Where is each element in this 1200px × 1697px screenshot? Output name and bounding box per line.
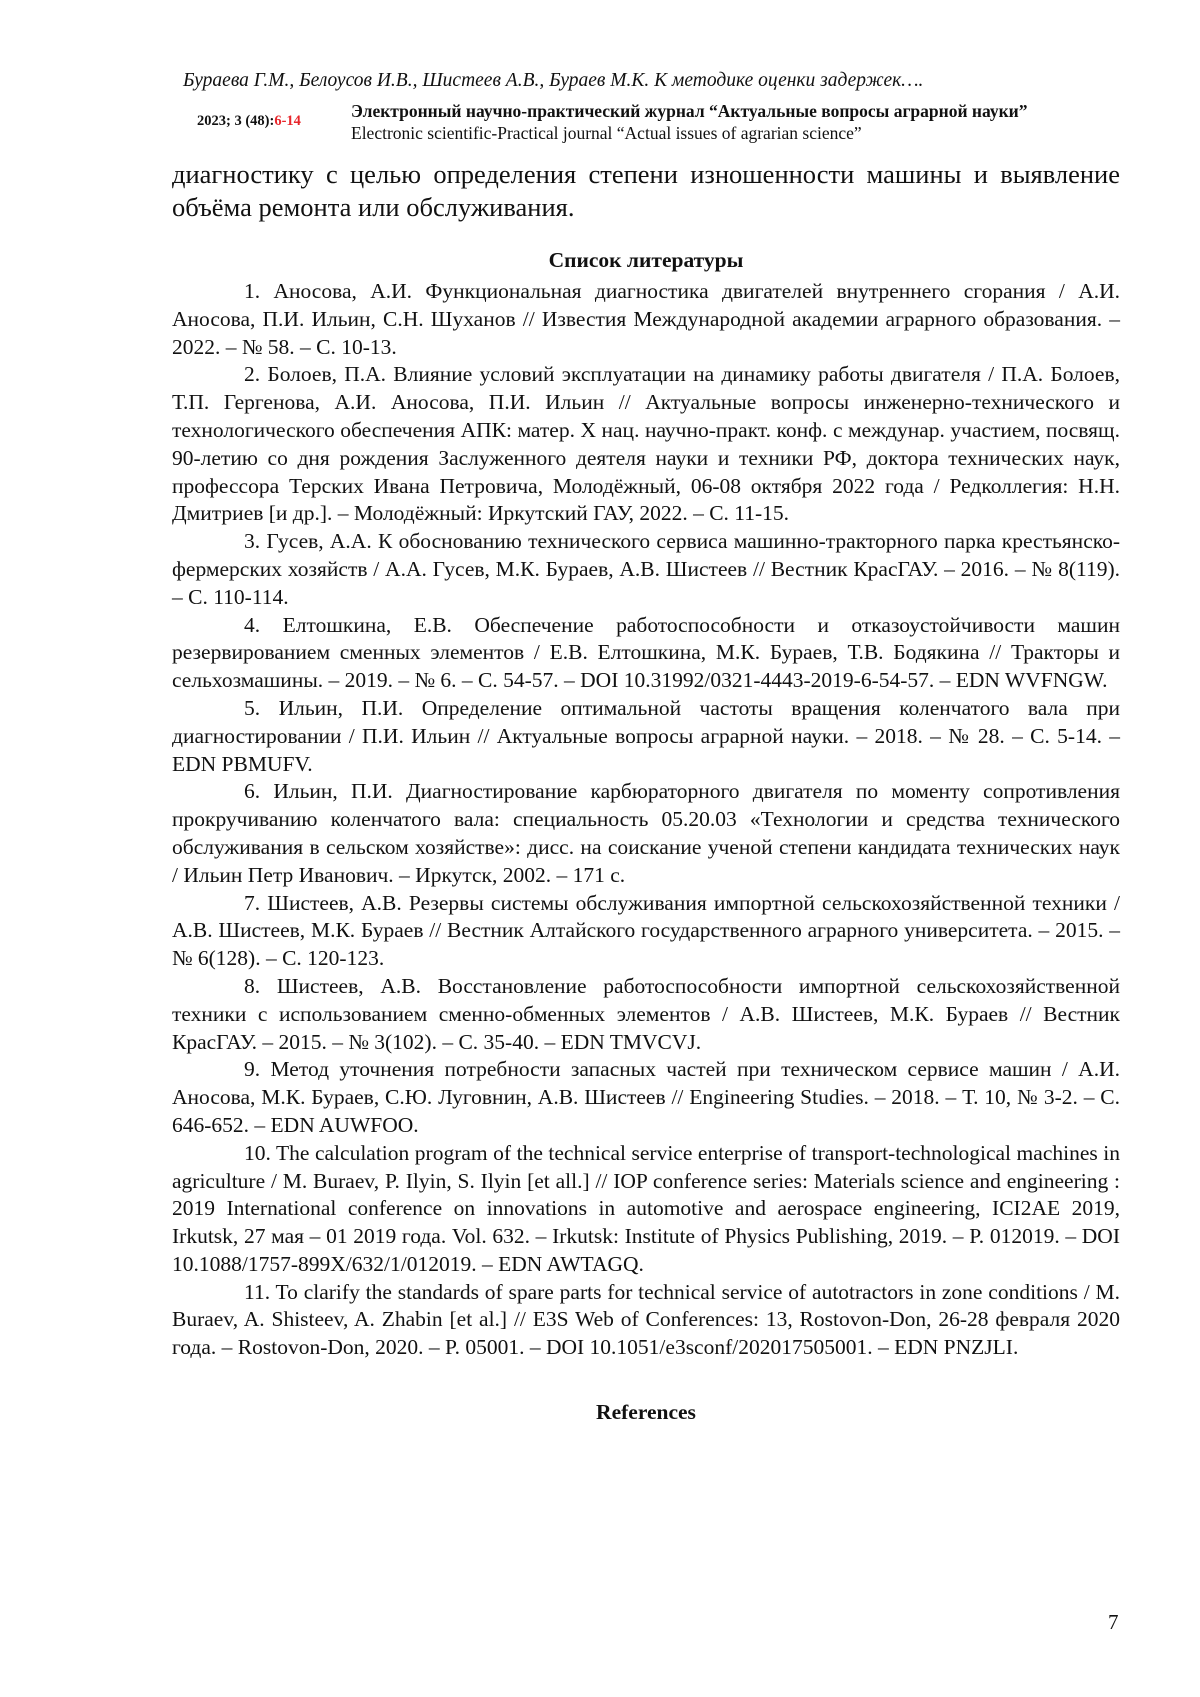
reference-item-3: 3. Гусев, А.А. К обоснованию технического сервиса машинно-тракторного парка крестьянско-фермерских хозяйств / А.А. Гусев, М.К. Бураев, А.В. Шистеев // Вестник КрасГАУ. – 2016. – № 8(119). – С. 110-114. bbox=[172, 528, 1120, 611]
journal-title-en: Electronic scientific-Practical journal “Actual issues of agrarian science” bbox=[351, 123, 862, 144]
references-heading: References bbox=[172, 1398, 1120, 1426]
running-header-authors: Бураева Г.М., Белоусов И.В., Шистеев А.В., Бураев М.К. К методике оценки задержек…. bbox=[183, 70, 1083, 92]
reference-item-11: 11. To clarify the standards of spare parts for technical service of autotractors in zone conditions / M. Buraev, A. Shisteev, A. Zhabin [et al.] // E3S Web of Conferences: 13, Rostovon-Don, 26-28 февраля 2020 года. – Rostovon-Don, 2020. – P. 05001. – DOI 10.1051/e3sconf/202017505001. – EDN PNZJLI. bbox=[172, 1279, 1120, 1362]
reference-item-8: 8. Шистеев, А.В. Восстановление работоспособности импортной сельскохозяйственной техники с использованием сменно-обменных элементов / А.В. Шистеев, М.К. Бураев // Вестник КрасГАУ. – 2015. – № 3(102). – С. 35-40. – EDN TMVCVJ. bbox=[172, 973, 1120, 1056]
reference-item-2: 2. Болоев, П.А. Влияние условий эксплуатации на динамику работы двигателя / П.А. Болоев, Т.П. Гергенова, А.И. Аносова, П.И. Ильин // Актуальные вопросы инженерно-технического и технологического обеспечения АПК: матер. X нац. научно-практ. конф. с междунар. участием, посвящ. 90-летию со дня рождения Заслуженного деятеля науки и техники РФ, доктора технических наук, профессора Терских Ивана Петровича, Молодёжный, 06-08 октября 2022 года / Редколлегия: Н.Н. Дмитриев [и др.]. – Молодёжный: Иркутский ГАУ, 2022. – С. 11-15. bbox=[172, 361, 1120, 528]
issue-info bbox=[197, 113, 301, 130]
reference-item-1: 1. Аносова, А.И. Функциональная диагностика двигателей внутреннего сгорания / А.И. Аносова, П.И. Ильин, С.Н. Шуханов // Известия Международной академии аграрного образования. – 2022. – № 58. – С. 10-13. bbox=[172, 278, 1120, 361]
reference-item-4: 4. Елтошкина, Е.В. Обеспечение работоспособности и отказоустойчивости машин резервированием сменных элементов / Е.В. Елтошкина, М.К. Бураев, Т.В. Бодякина // Тракторы и сельхозмашины. – 2019. – № 6. – С. 54-57. – DOI 10.31992/0321-4443-2019-6-54-57. – EDN WVFNGW. bbox=[172, 612, 1120, 695]
reference-item-5: 5. Ильин, П.И. Определение оптимальной частоты вращения коленчатого вала при диагностировании / П.И. Ильин // Актуальные вопросы аграрной науки. – 2018. – № 28. – С. 5-14. – EDN PBMUFV. bbox=[172, 695, 1120, 778]
reference-item-9: 9. Метод уточнения потребности запасных частей при техническом сервисе машин / А.И. Аносова, М.К. Бураев, С.Ю. Луговнин, А.В. Шистеев // Engineering Studies. – 2018. – Т. 10, № 3-2. – С. 646-652. – EDN AUWFOO. bbox=[172, 1056, 1120, 1139]
issue-pages: 6-14 bbox=[274, 113, 301, 129]
literature-heading: Список литературы bbox=[172, 246, 1120, 274]
reference-item-6: 6. Ильин, П.И. Диагностирование карбюраторного двигателя по моменту сопротивления прокручиванию коленчатого вала: специальность 05.20.03 «Технологии и средства технического обслуживания в сельском хозяйстве»: дисс. на соискание ученой степени кандидата технических наук / Ильин Петр Иванович. – Иркутск, 2002. – 171 с. bbox=[172, 778, 1120, 889]
literature-list bbox=[172, 278, 1120, 1362]
reference-item-7: 7. Шистеев, А.В. Резервы системы обслуживания импортной сельскохозяйственной техники / А.В. Шистеев, М.К. Бураев // Вестник Алтайского государственного аграрного университета. – 2015. – № 6(128). – С. 120-123. bbox=[172, 890, 1120, 973]
issue-number: 2023; 3 (48): bbox=[197, 113, 274, 129]
reference-item-10: 10. The calculation program of the technical service enterprise of transport-technological machines in agriculture / M. Buraev, P. Ilyin, S. Ilyin [et all.] // IOP conference series: Materials science and engineering : 2019 International conference on innovations in automotive and aerospace engineering, ICI2AE 2019, Irkutsk, 27 мая – 01 2019 года. Vol. 632. – Irkutsk: Institute of Physics Publishing, 2019. – P. 012019. – DOI 10.1088/1757-899X/632/1/012019. – EDN AWTAGQ. bbox=[172, 1140, 1120, 1279]
page-content bbox=[172, 158, 1120, 1426]
journal-title-ru: Электронный научно-практический журнал “Актуальные вопросы аграрной науки” bbox=[351, 101, 1028, 122]
page-number: 7 bbox=[1108, 1610, 1119, 1635]
body-paragraph: диагностику с целью определения степени изношенности машины и выявление объёма ремонта или обслуживания. bbox=[172, 158, 1120, 224]
